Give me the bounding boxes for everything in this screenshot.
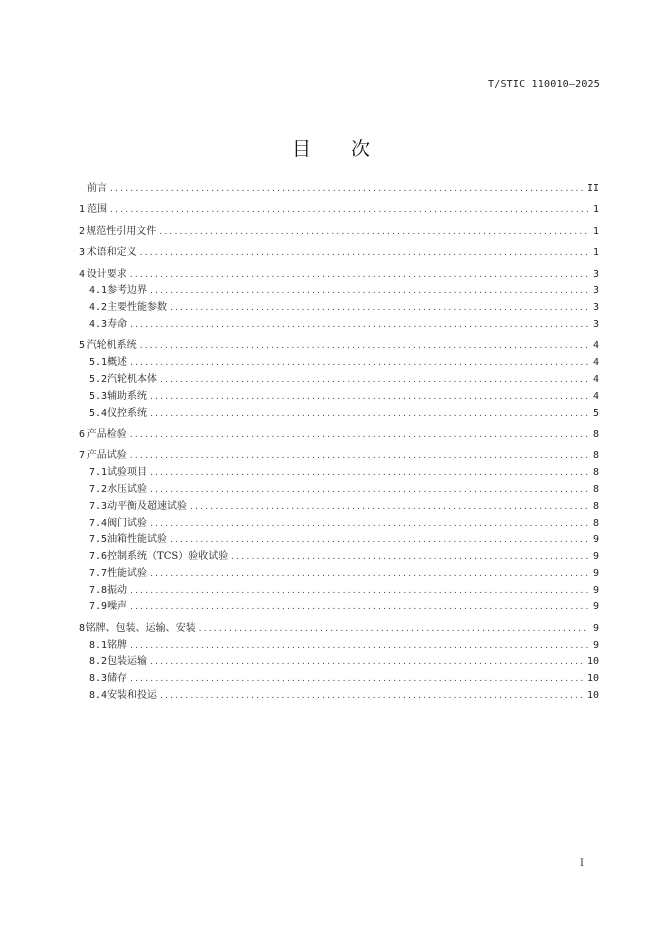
toc-entry[interactable] — [79, 654, 599, 671]
toc-leader-dots — [130, 317, 589, 334]
toc-entry-page: 3 — [592, 285, 599, 297]
toc-entry[interactable] — [79, 688, 599, 705]
toc-title-left: 目 — [291, 138, 311, 160]
toc-leader-dots — [159, 224, 589, 241]
toc-leader-dots — [150, 482, 589, 499]
toc-entry-page: 9 — [592, 639, 599, 651]
toc-leader-dots — [130, 448, 589, 465]
toc-entry[interactable] — [79, 465, 599, 482]
toc-entry-label: 前言 — [87, 183, 108, 194]
toc-entry-number: 7.3 — [89, 500, 108, 512]
toc-entry-number: 7.1 — [89, 467, 108, 479]
toc-entry[interactable] — [79, 181, 599, 198]
toc-entry-page: 9 — [592, 534, 599, 546]
toc-entry-label: 铭牌 — [107, 639, 128, 651]
toc-entry-label: 产品试验 — [86, 450, 127, 462]
toc-leader-dots — [150, 389, 589, 406]
toc-leader-dots — [150, 465, 589, 482]
toc-leader-dots — [130, 638, 589, 655]
toc-entry-number: 3 — [79, 247, 86, 259]
toc-entry-page: 1 — [592, 204, 599, 216]
toc-leader-dots — [170, 300, 589, 317]
toc-entry-label: 参考边界 — [107, 285, 148, 297]
toc-entry-label: 主要性能参数 — [107, 302, 168, 314]
table-of-contents — [79, 181, 599, 705]
toc-entry-number: 7.4 — [89, 517, 108, 529]
toc-entry-page: 9 — [592, 567, 599, 579]
toc-entry[interactable] — [79, 499, 599, 516]
toc-entry[interactable] — [79, 566, 599, 583]
toc-leader-dots — [130, 583, 589, 600]
toc-entry-page: 8 — [592, 500, 599, 512]
toc-entry-number: 5.3 — [89, 390, 108, 402]
toc-entry[interactable] — [79, 448, 599, 465]
toc-entry-page: 1 — [592, 225, 599, 237]
toc-entry[interactable] — [79, 267, 599, 284]
toc-entry-label: 汽轮机系统 — [86, 340, 137, 352]
toc-entry[interactable] — [79, 599, 599, 616]
toc-entry[interactable] — [79, 389, 599, 406]
page-number: I — [580, 858, 584, 869]
toc-leader-dots — [130, 671, 583, 688]
toc-leader-dots — [130, 355, 589, 372]
toc-entry[interactable] — [79, 406, 599, 423]
toc-entry-number: 8.4 — [89, 690, 108, 702]
toc-entry-label: 振动 — [107, 584, 128, 596]
toc-entry[interactable] — [79, 621, 599, 638]
toc-entry-number: 8.2 — [89, 656, 108, 668]
toc-entry-label: 辅助系统 — [107, 390, 148, 402]
toc-entry[interactable] — [79, 532, 599, 549]
toc-entry-page: 10 — [586, 690, 599, 702]
toc-entry-page: 5 — [592, 407, 599, 419]
toc-entry-number: 1 — [79, 204, 86, 216]
toc-entry[interactable] — [79, 516, 599, 533]
toc-entry-label: 寿命 — [107, 318, 128, 330]
toc-entry-number: 5.1 — [89, 357, 108, 369]
toc-entry[interactable] — [79, 283, 599, 300]
toc-entry[interactable] — [79, 355, 599, 372]
toc-leader-dots — [130, 267, 589, 284]
toc-entry-page: 4 — [592, 357, 599, 369]
toc-entry-label: 汽轮机本体 — [107, 373, 158, 385]
toc-entry-number: 2 — [79, 225, 86, 237]
toc-leader-dots — [150, 654, 583, 671]
toc-entry-page: 9 — [592, 551, 599, 563]
toc-entry[interactable] — [79, 638, 599, 655]
toc-entry-number: 7.2 — [89, 483, 108, 495]
toc-entry-label: 设计要求 — [86, 268, 127, 280]
toc-entry[interactable] — [79, 224, 599, 241]
toc-entry-label: 动平衡及超速试验 — [107, 500, 188, 512]
toc-entry-label: 控制系统（TCS）验收试验 — [107, 551, 229, 563]
toc-entry-page: 8 — [592, 467, 599, 479]
toc-entry-number: 4.2 — [89, 302, 108, 314]
toc-entry-label: 术语和定义 — [86, 247, 137, 259]
toc-entry-number: 8.3 — [89, 673, 108, 685]
toc-leader-dots — [150, 516, 589, 533]
toc-entry-page: 8 — [592, 483, 599, 495]
toc-entry-number: 4.3 — [89, 318, 108, 330]
toc-entry-label: 噪声 — [107, 601, 128, 613]
toc-entry-number: 4.1 — [89, 285, 108, 297]
toc-entry-page: 8 — [592, 428, 599, 440]
toc-entry-page: 9 — [592, 601, 599, 613]
toc-entry[interactable] — [79, 202, 599, 219]
toc-entry[interactable] — [79, 300, 599, 317]
toc-leader-dots — [130, 599, 589, 616]
toc-entry-label: 范围 — [87, 204, 108, 216]
toc-entry-page: 9 — [592, 584, 599, 596]
toc-entry-number: 5 — [79, 340, 86, 352]
toc-leader-dots — [130, 427, 589, 444]
toc-entry-number: 6 — [79, 428, 86, 440]
toc-leader-dots — [231, 549, 589, 566]
toc-entry-page: 3 — [592, 268, 599, 280]
toc-leader-dots — [140, 245, 589, 262]
toc-entry-number: 5.4 — [89, 407, 108, 419]
toc-entry-page: 4 — [592, 390, 599, 402]
toc-leader-dots — [110, 181, 583, 198]
toc-leader-dots — [160, 372, 589, 389]
toc-leader-dots — [199, 621, 589, 638]
toc-entry-number: 7.7 — [89, 567, 108, 579]
document-code: T/STIC 110010—2025 — [488, 79, 600, 90]
toc-entry[interactable] — [79, 245, 599, 262]
toc-leader-dots — [190, 499, 589, 516]
toc-title — [0, 134, 662, 161]
toc-entry[interactable] — [79, 583, 599, 600]
toc-entry-page: 3 — [592, 302, 599, 314]
toc-entry[interactable] — [79, 482, 599, 499]
toc-entry-label: 试验项目 — [107, 467, 148, 479]
toc-entry-label: 产品检验 — [86, 428, 127, 440]
toc-leader-dots — [140, 338, 589, 355]
toc-entry[interactable] — [79, 671, 599, 688]
toc-entry-page: 10 — [586, 656, 599, 668]
toc-entry-label: 包装运输 — [107, 656, 148, 668]
toc-entry-number: 7.6 — [89, 551, 108, 563]
toc-entry-number: 8 — [79, 622, 86, 634]
toc-entry-number: 7 — [79, 450, 86, 462]
toc-entry-number: 7.8 — [89, 584, 108, 596]
toc-leader-dots — [150, 283, 589, 300]
toc-entry-number: 8.1 — [89, 639, 108, 651]
toc-entry-page: 4 — [592, 373, 599, 385]
toc-entry-page: 9 — [592, 622, 599, 634]
toc-entry-page: 10 — [586, 673, 599, 685]
toc-entry-label: 储存 — [107, 673, 128, 685]
toc-entry-label: 铭牌、包装、运输、安装 — [85, 622, 196, 634]
toc-entry-number: 7.9 — [89, 601, 108, 613]
toc-entry-number: 5.2 — [89, 373, 108, 385]
toc-entry[interactable] — [79, 549, 599, 566]
toc-entry-label: 油箱性能试验 — [107, 534, 168, 546]
toc-entry[interactable] — [79, 427, 599, 444]
toc-entry-page: 4 — [592, 340, 599, 352]
toc-entry-label: 水压试验 — [107, 483, 148, 495]
toc-entry-label: 概述 — [107, 357, 128, 369]
toc-entry-number: 7.5 — [89, 534, 108, 546]
toc-entry-number: 4 — [79, 268, 86, 280]
toc-entry-label: 安装和投运 — [107, 690, 158, 702]
toc-entry-label: 阀门试验 — [107, 517, 148, 529]
toc-entry[interactable] — [79, 338, 599, 355]
toc-entry[interactable] — [79, 372, 599, 389]
toc-entry-label: 规范性引用文件 — [86, 225, 157, 237]
toc-entry-label: 仪控系统 — [107, 407, 148, 419]
toc-entry-page: 8 — [592, 517, 599, 529]
toc-leader-dots — [160, 688, 583, 705]
toc-leader-dots — [150, 406, 589, 423]
toc-entry[interactable] — [79, 317, 599, 334]
toc-entry-page: 1 — [592, 247, 599, 259]
toc-entry-page: 8 — [592, 450, 599, 462]
toc-leader-dots — [150, 566, 589, 583]
toc-title-right: 次 — [351, 138, 371, 160]
toc-entry-page: 3 — [592, 318, 599, 330]
toc-leader-dots — [170, 532, 589, 549]
toc-entry-page: II — [586, 183, 599, 194]
toc-entry-label: 性能试验 — [107, 567, 148, 579]
toc-leader-dots — [110, 202, 589, 219]
